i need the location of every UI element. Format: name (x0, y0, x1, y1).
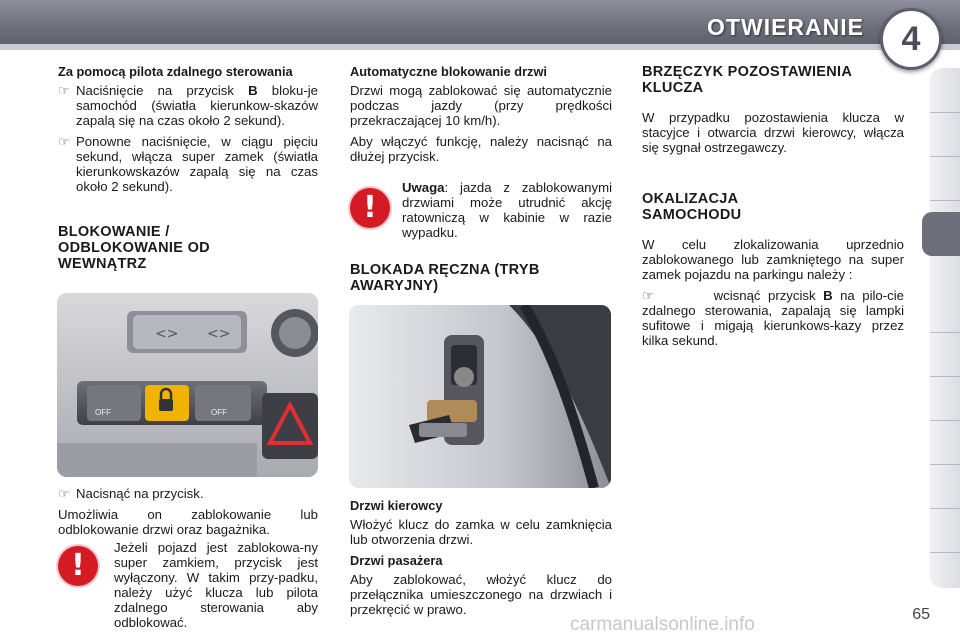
vehicle-locator-text: W celu zlokalizowania uprzednio zablokowanego lub zamkniętego na super zamek pojazdu na parkingu należy : (642, 237, 904, 282)
dash-off-label: OFF (95, 408, 111, 417)
passenger-door-heading: Drzwi pasażera (350, 553, 443, 568)
caution-text: Uwaga: jazda z zablokowanymi drzwiami może utrudnić akcję ratowniczą w kabinie w razie wypadku. (402, 180, 612, 240)
middle-column-bottom (350, 498, 612, 623)
warning-box-supercondamnation (58, 540, 318, 630)
svg-text:<>: <> (207, 326, 231, 342)
hand-pointer-icon: ☞ (58, 134, 70, 149)
section-title-manual-lock: BLOKADA RĘCZNA (TRYB AWARYJNY) (350, 262, 540, 294)
hand-pointer-icon: ☞ (642, 288, 654, 303)
page-number: 65 (912, 606, 930, 623)
door-lock-photo (349, 305, 611, 488)
bullet-item: ☞ wcisnąć przycisk B na pilo-cie zdalnego sterowania, zapalają się lampki sufitowe i migają kierunkows-kazy przez kilka sekund. (642, 288, 905, 348)
dashboard-buttons-photo (57, 293, 318, 477)
warning-box-caution (350, 180, 612, 240)
bullet-item: ☞ Ponowne naciśnięcie, w ciągu pięciu sekund, włącza super zamek (światła kierunkowskazów zapalą się na czas około 2 sekund). (58, 134, 318, 194)
active-chapter-tab[interactable] (922, 212, 960, 256)
chapter-number-badge: 4 (880, 8, 942, 70)
warning-exclamation-icon: ! (350, 188, 390, 228)
auto-lock-activation-text: Aby włączyć funkcję, należy nacisnąć na dłużej przycisk. (350, 134, 612, 164)
svg-text:<>: <> (155, 326, 179, 342)
left-column-bottom (58, 486, 318, 543)
driver-door-text: Włożyć klucz do zamka w celu zamknięcia lub otworzenia drzwi. (350, 517, 612, 547)
warning-text: Jeżeli pojazd jest zablokowa-ny super zamkiem, przycisk jest wyłączony. W takim przy-padku, należy użyć klucza lub pilota zdalnego sterowania aby odblokować. (114, 540, 318, 630)
section-title-internal-lock: BLOKOWANIE / ODBLOKOWANIE OD WEWNĄTRZ (58, 224, 210, 272)
auto-lock-text: Drzwi mogą zablokować się automatycznie podczas jazdy (przy prędkości przekraczającej 10 km/h). (350, 83, 612, 128)
warning-exclamation-icon: ! (58, 546, 98, 586)
chapter-title: OTWIERANIE (707, 14, 864, 40)
dash-off-label: OFF (211, 408, 227, 417)
header-divider (0, 44, 960, 50)
bullet-item: ☞ Naciśnięcie na przycisk B bloku-je samochód (światła kierunkow-skazów zapalą się na czas około 2 sekund). (58, 83, 318, 128)
lock-description: Umożliwia on zablokowanie lub odblokowanie drzwi oraz bagażnika. (58, 507, 318, 537)
watermark: carmanualsonline.info (570, 614, 755, 635)
middle-column (350, 64, 612, 170)
passenger-door-text: Aby zablokować, włożyć klucz do przełącznika umieszczonego na drzwiach i przekręcić w prawo. (350, 572, 612, 617)
auto-lock-heading: Automatyczne blokowanie drzwi (350, 64, 547, 79)
section-title-vehicle-locator: OKALIZACJA SAMOCHODU (642, 191, 742, 223)
hand-pointer-icon: ☞ (58, 83, 70, 98)
left-column (58, 64, 318, 272)
remote-heading: Za pomocą pilota zdalnego sterowania (58, 64, 293, 79)
chapter-tabs (930, 68, 960, 588)
bullet-item: ☞ Nacisnąć na przycisk. (58, 486, 204, 501)
key-buzzer-text: W przypadku pozostawienia klucza w stacyjce i otwarcia drzwi kierowcy, włącza się sygnał ostrzegawczy. (642, 110, 904, 155)
hand-pointer-icon: ☞ (58, 486, 70, 501)
driver-door-heading: Drzwi kierowcy (350, 498, 443, 513)
right-column (642, 64, 904, 354)
section-title-key-buzzer: BRZĘCZYK POZOSTAWIENIA KLUCZA (642, 64, 852, 96)
